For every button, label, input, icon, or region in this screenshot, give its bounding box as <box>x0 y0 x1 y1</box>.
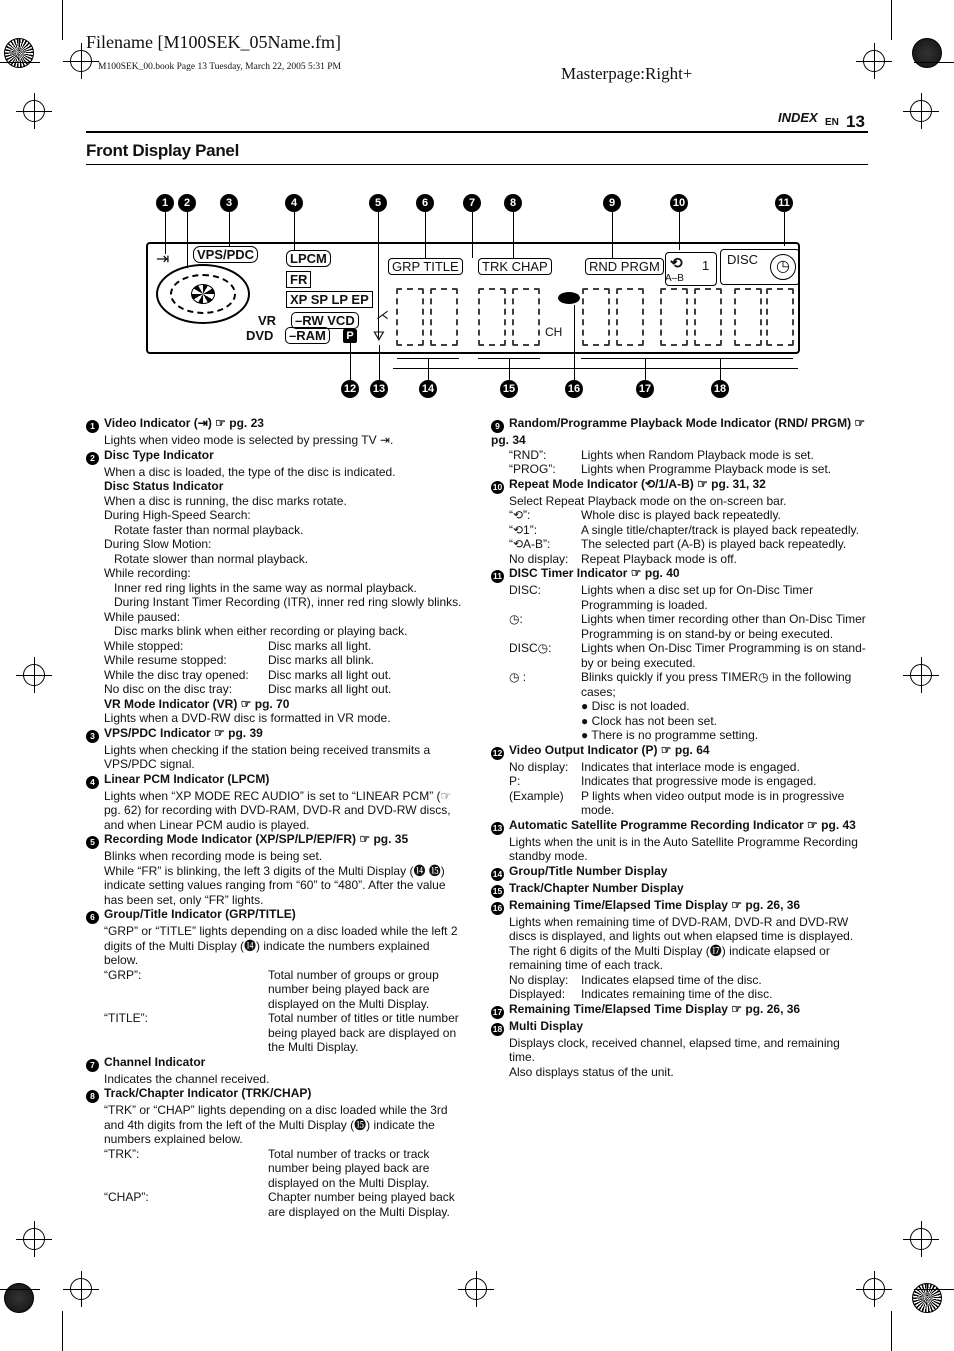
row-key: While stopped: <box>104 638 184 653</box>
leader-line <box>509 358 510 380</box>
item-title: Track/Chapter Number Display <box>509 880 684 895</box>
item-key-value-row <box>86 682 466 697</box>
item-description: Blinks when recording mode is being set. <box>104 849 323 863</box>
row-value: Indicates remaining time of the disc. <box>581 987 773 1001</box>
leader-line <box>645 358 646 380</box>
item-key-value-row <box>491 728 869 743</box>
row-value: Disc marks all blink. <box>268 653 375 667</box>
item-key-value-row <box>86 1011 466 1055</box>
row-key: “TITLE”: <box>104 1011 148 1025</box>
section-title: Front Display Panel <box>86 141 240 160</box>
item-description: Also displays status of the unit. <box>509 1064 674 1079</box>
item-title: Track/Chapter Indicator (TRK/CHAP) <box>104 1086 312 1100</box>
crosshair-mark-icon <box>70 50 92 72</box>
row-key: P: <box>509 774 521 788</box>
item-heading <box>491 898 869 915</box>
row-value: Lights when timer recording other than On-Disc Timer Programming is on stand-by or being executed. <box>581 612 866 641</box>
item-description-indented: Disc marks blink when either recording or playing back. <box>114 624 408 638</box>
item-key-value-row <box>491 641 869 670</box>
item-number-badge: 2 <box>86 452 99 465</box>
crop-mark <box>891 0 892 40</box>
item-subheading: Disc Status Indicator <box>104 479 224 493</box>
row-key: Displayed: <box>509 987 566 1001</box>
row-value: Lights when On-Disc Timer Programming is on stand-by or being executed. <box>581 641 866 670</box>
item-title: Remaining Time/Elapsed Time Display ☞ pg. 26, 36 <box>509 1001 801 1016</box>
crop-mark <box>891 1311 892 1351</box>
row-key: (Example) <box>509 788 564 803</box>
row-key: DISC: <box>509 583 542 597</box>
item-key-value-row <box>86 653 466 668</box>
row-key: DISC◷: <box>509 641 552 655</box>
bracket-line <box>581 358 793 359</box>
item-key-value-row <box>491 508 869 523</box>
row-value: Disc marks all light. <box>268 638 372 653</box>
item-number-badge: 11 <box>493 571 502 581</box>
item-number-badge: 13 <box>492 822 503 833</box>
item-heading <box>86 726 466 743</box>
row-key: “CHAP”: <box>104 1190 149 1204</box>
item-description: During Slow Motion: <box>104 537 212 551</box>
row-key: No display: <box>509 551 569 566</box>
row-key <box>509 728 581 743</box>
row-key <box>509 714 581 729</box>
item-heading <box>86 772 466 789</box>
item-title: Group/Title Indicator (GRP/TITLE) <box>104 907 296 921</box>
item-description-indented: Rotate slower than normal playback. <box>114 551 309 566</box>
item-number-badge: 12 <box>492 747 503 758</box>
repeat-icon: ⟲ <box>670 255 683 272</box>
item-key-value-row <box>491 537 869 552</box>
item-number-badge: 15 <box>492 885 503 896</box>
row-key: No display: <box>509 972 569 987</box>
item-key-value-row <box>491 789 869 818</box>
crop-mark <box>914 1289 954 1290</box>
fr-segment: FR <box>286 271 311 288</box>
callout-18: 18 <box>711 380 729 398</box>
item-heading <box>491 1019 869 1036</box>
index-label: INDEX <box>778 110 818 125</box>
callout-11: 11 <box>775 194 793 212</box>
callout-7: 7 <box>463 194 481 212</box>
item-number-badge: 7 <box>86 1059 99 1072</box>
multi-display-digit <box>694 288 722 346</box>
item-number-badge: 8 <box>86 1090 99 1103</box>
callout-16: 16 <box>565 380 583 398</box>
item-description: Lights when the unit is in the Auto Satellite Programme Recording standby mode. <box>509 834 858 863</box>
lpcm-segment: LPCM <box>286 250 331 267</box>
item-number-badge: 17 <box>492 1006 503 1017</box>
item-heading <box>491 477 869 494</box>
item-key-value-row <box>86 968 466 1012</box>
trk-chap-segment: TRK CHAP <box>478 258 552 275</box>
row-key: ◷: <box>509 612 523 626</box>
item-description: Lights when checking if the station being received transmits a VPS/PDC signal. <box>104 742 431 771</box>
row-value: Indicates that interlace mode is engaged. <box>581 759 800 774</box>
item-key-value-row <box>491 552 869 567</box>
item-title: Group/Title Number Display <box>509 863 668 878</box>
row-value: Disc marks all light out. <box>268 667 392 682</box>
vr-segment: VR <box>258 313 277 328</box>
item-heading <box>86 907 466 924</box>
item-heading <box>491 1002 869 1019</box>
item-description-indented: During Instant Timer Recording (ITR), inner red ring slowly blinks. <box>114 595 462 609</box>
item-number-badge: 18 <box>492 1023 503 1034</box>
item-title: Video Indicator (⇥) ☞ pg. 23 <box>104 416 264 430</box>
row-value: Blinks quickly if you press TIMER◷ in the following cases; <box>581 670 852 699</box>
item-subheading: VR Mode Indicator (VR) ☞ pg. 70 <box>104 696 290 711</box>
progressive-p-icon: P <box>343 329 357 343</box>
row-value: Indicates elapsed time of the disc. <box>581 972 762 987</box>
row-key: “⟲A-B”: <box>509 537 551 551</box>
item-number-badge: 5 <box>86 836 99 849</box>
item-description: Select Repeat Playback mode on the on-screen bar. <box>509 493 787 508</box>
satellite-icon: ⛛ <box>373 328 385 344</box>
callout-6: 6 <box>416 194 434 212</box>
row-value: ● Clock has not been set. <box>581 713 717 728</box>
disc-icon <box>191 284 215 304</box>
item-heading <box>86 416 466 433</box>
item-description: When a disc is running, the disc marks rotate. <box>104 493 347 508</box>
row-value: The selected part (A-B) is played back repeatedly. <box>581 537 847 551</box>
row-value: ● Disc is not loaded. <box>581 699 690 713</box>
crop-mark <box>914 62 954 63</box>
callout-8: 8 <box>504 194 522 212</box>
item-key-value-row <box>491 699 869 714</box>
callout-2: 2 <box>178 194 196 212</box>
item-heading <box>86 832 466 849</box>
item-number-badge: 4 <box>86 776 99 789</box>
item-description: When a disc is loaded, the type of the disc is indicated. <box>104 464 396 479</box>
crosshair-mark-icon <box>23 1228 45 1250</box>
item-number-badge: 3 <box>86 730 99 743</box>
item-number-badge: 9 <box>491 420 504 433</box>
item-key-value-row <box>491 523 869 538</box>
header-rule <box>86 131 868 133</box>
multi-display-digit <box>430 288 458 346</box>
item-description: Lights when remaining time of DVD-RAM, DVD-R and DVD-RW discs is displayed, and lights out when elapsed time is displayed. <box>509 914 854 943</box>
left-column <box>86 416 466 1219</box>
row-key: “GRP”: <box>104 967 142 982</box>
row-key: “⟲1”: <box>509 522 538 537</box>
item-description: Lights when a DVD-RW disc is formatted in VR mode. <box>104 711 391 725</box>
item-title: Video Output Indicator (P) ☞ pg. 64 <box>509 742 710 757</box>
row-value: Lights when a disc set up for On-Disc Timer Programming is loaded. <box>581 583 814 612</box>
item-key-value-row <box>491 462 869 477</box>
item-description: “TRK” or “CHAP” lights depending on a disc loaded while the 3rd and 4th digits from the left of the Multi Display (⓯) indicate the numbers explained below. <box>104 1103 448 1146</box>
item-title: Disc Type Indicator <box>104 447 214 462</box>
registration-rosette-icon <box>4 38 34 68</box>
crosshair-mark-icon <box>910 1228 932 1250</box>
item-heading <box>491 416 869 448</box>
item-title: Channel Indicator <box>104 1054 206 1069</box>
filename-label: Filename [M100SEK_05Name.fm] <box>86 32 341 52</box>
row-value: Total number of tracks or track number being played back are displayed on the Multi Display. <box>268 1146 430 1190</box>
crop-mark <box>62 1311 63 1351</box>
callout-10: 10 <box>670 194 688 212</box>
item-key-value-row <box>491 774 869 789</box>
registration-rosette-icon <box>4 1283 34 1313</box>
row-key: ◷ : <box>509 670 527 684</box>
item-description: Indicates the channel received. <box>104 1071 270 1086</box>
remaining-time-icon <box>558 292 580 304</box>
item-key-value-row <box>491 670 869 699</box>
callout-5: 5 <box>369 194 387 212</box>
row-value: Repeat Playback mode is off. <box>581 551 737 566</box>
item-heading <box>491 864 869 881</box>
video-input-icon: ⇥ <box>156 251 170 268</box>
callout-9: 9 <box>603 194 621 212</box>
row-key: No disc on the disc tray: <box>104 682 233 696</box>
repeat-one-label: 1 <box>702 258 710 273</box>
item-number-badge: 6 <box>86 911 99 924</box>
item-description: Lights when “XP MODE REC AUDIO” is set to “LINEAR PCM” (☞ pg. 62) for recording with DVD-RAM, DVD-R and DVD-RW discs, and when Linear PCM audio is played. <box>104 788 452 832</box>
item-description: The right 6 digits of the Multi Display (⓱) indicate elapsed or remaining time of each track. <box>509 943 830 972</box>
row-key: “TRK”: <box>104 1146 140 1161</box>
bracket-line <box>397 358 459 359</box>
book-info-line: M100SEK_00.book Page 13 Tuesday, March 22, 2005 5:31 PM <box>98 62 341 72</box>
signal-icon: ⋌ <box>376 307 389 322</box>
item-key-value-row <box>86 1190 466 1219</box>
multi-display-digit <box>478 288 506 346</box>
registration-rosette-icon <box>912 1283 942 1313</box>
item-key-value-row <box>86 639 466 654</box>
row-value: Whole disc is played back repeatedly. <box>581 508 781 522</box>
item-key-value-row <box>86 668 466 683</box>
leader-line <box>720 358 721 380</box>
callout-14: 14 <box>419 380 437 398</box>
row-key <box>509 699 581 714</box>
crosshair-mark-icon <box>863 50 885 72</box>
row-value: P lights when video output mode is in progressive mode. <box>581 788 845 817</box>
callout-4: 4 <box>285 194 303 212</box>
row-key: While the disc tray opened: <box>104 667 249 682</box>
bracket-line <box>478 358 540 359</box>
callout-15: 15 <box>500 380 518 398</box>
item-heading <box>86 1086 466 1103</box>
dvd-segment: DVD <box>246 328 274 343</box>
item-number-badge: 14 <box>492 868 503 879</box>
bracket-line <box>393 368 798 369</box>
timer-clock-icon: ◷ <box>770 254 796 280</box>
leader-line <box>784 212 785 246</box>
item-title: Random/Programme Playback Mode Indicator (RND/ PRGM) ☞ pg. 34 <box>491 416 866 447</box>
callout-13: 13 <box>370 380 388 398</box>
item-title: Repeat Mode Indicator (⟲/1/A-B) ☞ pg. 31, 32 <box>509 476 766 491</box>
multi-display-digit <box>734 288 762 346</box>
item-heading <box>491 566 869 583</box>
item-heading <box>491 818 869 835</box>
crosshair-mark-icon <box>910 100 932 122</box>
item-title: Linear PCM Indicator (LPCM) <box>104 771 270 786</box>
item-heading <box>491 881 869 898</box>
repeat-ab-label: A–B <box>665 273 684 284</box>
ram-segment: –RAM <box>285 327 330 344</box>
callout-3: 3 <box>220 194 238 212</box>
crosshair-mark-icon <box>910 664 932 686</box>
item-description-indented: Rotate faster than normal playback. <box>114 522 304 537</box>
item-description: While recording: <box>104 566 191 580</box>
item-description: Displays clock, received channel, elapsed time, and remaining time. <box>509 1035 840 1064</box>
section-rule <box>86 164 868 165</box>
rw-vcd-segment: –RW VCD <box>291 312 359 329</box>
multi-display-digit <box>616 288 644 346</box>
item-heading <box>86 1055 466 1072</box>
page-number: 13 <box>846 112 865 131</box>
row-key: “PROG”: <box>509 462 556 476</box>
item-title: DISC Timer Indicator ☞ pg. 40 <box>509 566 680 580</box>
item-description: While paused: <box>104 609 181 624</box>
item-title: VPS/PDC Indicator ☞ pg. 39 <box>104 725 263 740</box>
multi-display-digit <box>396 288 424 346</box>
multi-display-digit <box>660 288 688 346</box>
crop-mark <box>62 0 63 40</box>
item-description: While “FR” is blinking, the left 3 digits of the Multi Display (⓮ ⓯) indicate setting values ranging from “60” to “480”. After the value has been set, only “FR” lights. <box>104 863 446 907</box>
item-description: “GRP” or “TITLE” lights depending on a disc loaded while the left 2 digits of the Multi Display (⓮) indicate the numbers explained below. <box>104 924 458 967</box>
crop-mark <box>0 62 40 63</box>
item-description: Lights when video mode is selected by pressing TV ⇥. <box>104 433 394 447</box>
row-value: Chapter number being played back are displayed on the Multi Display. <box>268 1190 455 1219</box>
row-value: Total number of titles or title number being played back are displayed on the Multi Display. <box>268 1011 459 1054</box>
item-number-badge: 16 <box>492 902 503 913</box>
row-value: Total number of groups or group number being played back are displayed on the Multi Display. <box>268 967 439 1011</box>
callout-17: 17 <box>636 380 654 398</box>
item-description-indented: Inner red ring lights in the same way as normal playback. <box>114 580 417 595</box>
callout-12: 12 <box>341 380 359 398</box>
item-key-value-row <box>491 760 869 775</box>
item-key-value-row <box>491 973 869 988</box>
vps-pdc-segment: VPS/PDC <box>193 246 258 263</box>
item-description: During High-Speed Search: <box>104 508 251 522</box>
item-key-value-row <box>491 714 869 729</box>
item-title: Automatic Satellite Programme Recording Indicator ☞ pg. 43 <box>509 817 856 832</box>
row-value: Lights when Random Playback mode is set. <box>581 447 814 462</box>
crosshair-mark-icon <box>23 100 45 122</box>
item-heading <box>86 448 466 465</box>
multi-display-digit <box>512 288 540 346</box>
crosshair-mark-icon <box>23 664 45 686</box>
ch-label: CH <box>545 325 563 339</box>
row-value: Disc marks all light out. <box>268 682 392 696</box>
row-value: Lights when Programme Playback mode is set. <box>581 462 832 476</box>
item-key-value-row <box>491 583 869 612</box>
leader-line <box>428 358 429 380</box>
row-key: No display: <box>509 759 569 774</box>
item-number-badge: 10 <box>492 481 503 492</box>
row-key: “⟲”: <box>509 508 531 522</box>
multi-display-digit <box>582 288 610 346</box>
crop-mark <box>0 1289 40 1290</box>
callout-1: 1 <box>156 194 174 212</box>
row-key: “RND”: <box>509 447 547 462</box>
disc-label: DISC <box>727 252 759 267</box>
rnd-prgm-segment: RND PRGM <box>585 258 664 275</box>
row-value: A single title/chapter/track is played back repeatedly. <box>581 522 859 537</box>
item-number-badge: 1 <box>86 420 99 433</box>
crosshair-mark-icon <box>465 1278 487 1300</box>
lang-label: EN <box>825 117 839 128</box>
item-key-value-row <box>491 612 869 641</box>
registration-rosette-icon <box>912 38 942 68</box>
recording-mode-segment: XP SP LP EP <box>286 291 373 308</box>
item-title: Recording Mode Indicator (XP/SP/LP/EP/FR) ☞ pg. 35 <box>104 832 409 846</box>
right-column <box>491 416 869 1079</box>
grp-title-segment: GRP TITLE <box>388 258 463 275</box>
item-key-value-row <box>86 1147 466 1191</box>
item-title: Remaining Time/Elapsed Time Display ☞ pg. 26, 36 <box>509 897 801 912</box>
crosshair-mark-icon <box>70 1278 92 1300</box>
item-heading <box>491 743 869 760</box>
crosshair-mark-icon <box>863 1278 885 1300</box>
masterpage-label: Masterpage:Right+ <box>561 64 693 83</box>
multi-display-digit <box>766 288 794 346</box>
item-title: Multi Display <box>509 1018 584 1033</box>
row-value: Indicates that progressive mode is engaged. <box>581 774 817 788</box>
item-key-value-row <box>491 448 869 463</box>
item-key-value-row <box>491 987 869 1002</box>
row-value: ● There is no programme setting. <box>581 728 759 742</box>
row-key: While resume stopped: <box>104 653 227 667</box>
